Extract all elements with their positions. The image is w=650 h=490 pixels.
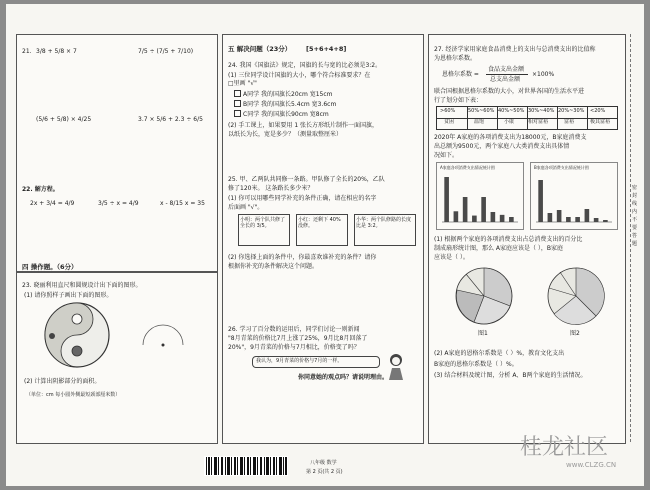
pie-chart-2: [546, 266, 606, 326]
chart-b-title: B家庭各项消费支出情况统计图: [534, 165, 589, 170]
footer-page: 第 2 页(共 2 页): [306, 469, 343, 475]
table-range-6: <20%: [590, 108, 606, 114]
condition-xiaohong: 小红：还剩下 40%没修。: [298, 217, 341, 229]
q23-text: 23. 晓丽利用直尺和圆规设计出下面的图形。: [22, 282, 142, 289]
circle-figure: [42, 300, 112, 370]
table-range-5: 20%~30%: [558, 108, 585, 114]
formula-tail: ×100%: [532, 71, 555, 78]
formula-denominator: 总支出金额: [490, 76, 521, 83]
checkbox-a[interactable]: [234, 90, 241, 97]
section-4-title: 四 操作题。（6分）: [22, 263, 78, 271]
section-5-points: [5+6+4+8]: [306, 45, 347, 53]
q24-option-a-label: A同学 我的国旗长20cm 宽15cm: [243, 91, 333, 98]
q27-text-g: 况如下。: [434, 152, 459, 159]
q24-part-2b: 以纸长为长，宽是多少？（测量取整厘米）: [228, 131, 343, 138]
q27-text-c: 联合国根据恩格尔系数的大小，对世界各国的生活水平进: [434, 88, 585, 95]
section-5-title: 五 解决问题（23分）: [228, 45, 292, 53]
seal-line: [630, 34, 631, 442]
watermark-url: www.CLZG.CN: [566, 461, 617, 469]
formula-bar: [486, 74, 528, 75]
pie-2-label: 图2: [570, 330, 580, 337]
q27-part-2: (2) A家庭的恩格尔系数是（ ）%，教育文化支出: [434, 350, 565, 357]
arc-sketch: [138, 310, 188, 350]
formula-lhs: 恩格尔系数 =: [442, 71, 479, 78]
q27-text-f: 出总额为9500元，两个家庭八大类消费支出具体情: [434, 143, 570, 150]
table-range-4: 30%~40%: [528, 108, 555, 114]
chart-a-bar-7: [500, 215, 505, 222]
chart-b-bar-1: [538, 180, 543, 222]
table-level-2: 温饱: [474, 119, 485, 125]
q21-expr-3: (5/6 + 5/8) × 4/25: [36, 116, 92, 123]
chart-a-bar-1: [444, 177, 449, 222]
q24-text: 24. 我国《国旗法》规定，国旗的长与宽的比必须是3:2。: [228, 62, 382, 69]
q21-expr-2: 7/5 ÷ (7/5 + 7/10): [138, 48, 194, 55]
table-level-5: 富裕: [564, 119, 575, 125]
q27-part-1: (1) 根据两个家庭的各项消费支出占总消费支出的百分比: [434, 236, 583, 243]
q26-prompt: 你同意她的观点吗？请说明理由。: [298, 374, 389, 381]
q24-option-b-label: B同学 我的国旗长5.4cm 宽3.6cm: [243, 101, 337, 108]
condition-xiaoming: 小明：两个队共修了全长的 3/5。: [240, 217, 286, 229]
q27-part-3: (3) 结合材料及统计图，分析 A、B两个家庭的生活情况。: [434, 372, 587, 379]
speech-bubble-text: 我认为，9月青菜的价格与7月的一样。: [256, 358, 343, 364]
q23-part-1: (1) 请你照样子画出下面的图形。: [24, 292, 113, 299]
pie-chart-1: [454, 266, 514, 326]
q27-part-2b: B家庭的恩格尔系数是（ ）%。: [434, 361, 518, 368]
q24-part-1b: □里画 "√": [228, 80, 257, 87]
q27-text-d: 行了划分如下表：: [434, 97, 483, 104]
q22-eq-1: 2x + 3/4 = 4/9: [30, 200, 75, 207]
table-level-3: 小康: [504, 119, 515, 125]
q27-text-b: 为恩格尔系数。: [434, 55, 477, 62]
q25-text: 25. 甲、乙两队共同修一条路。甲队修了全长的20%，乙队: [228, 176, 385, 183]
q27-text-e: 2020年 A家庭的各项消费支出为18000元，B家庭消费支: [434, 134, 587, 141]
barcode: [204, 456, 288, 476]
table-level-6: 极其富裕: [590, 119, 611, 125]
seal-line-text: 密 封 线 内 不 要 答 题: [632, 185, 638, 247]
q24-option-b[interactable]: [234, 100, 336, 108]
chart-a-title: A家庭各项消费支出情况统计图: [440, 165, 495, 170]
q22-title: 22. 解方程。: [22, 186, 59, 193]
pie-1-label: 图1: [478, 330, 488, 337]
chart-b-bar-6: [585, 209, 590, 222]
q21-number: 21.: [22, 48, 32, 55]
q26-text-c: 20%"，9月青菜的价格与7月相比，价格变了吗？: [228, 344, 360, 351]
q24-option-c[interactable]: [234, 110, 329, 118]
q25-part-2: (2) 你选择上面的条件中，你最喜欢谁补充的条件？请你: [228, 254, 377, 261]
q24-option-c-label: C同学 我的国旗长90cm 宽8cm: [243, 111, 329, 118]
chart-b-bar-7: [594, 218, 599, 222]
q24-option-a[interactable]: [234, 90, 332, 98]
chart-a-bar-5: [481, 197, 486, 222]
q27-text: 27. 经济学家用家庭食品消费上的支出与总消费支出的比值称: [434, 46, 596, 53]
chart-b-bar-2: [548, 213, 553, 222]
q25-part-1: (1) 你可以用哪些同学补充的条件正确，请在相应的名字: [228, 195, 377, 202]
q27-part-1c: 应该是（ ）。: [434, 254, 469, 261]
exam-page: [6, 4, 644, 486]
chart-b-bar-3: [557, 210, 562, 222]
chart-b-bar-8: [603, 220, 608, 222]
q27-part-1b: 制成扇形统计图，那么 A家庭应该是（ ），B家庭: [434, 245, 564, 252]
q25-part-1b: 后面画 "√"。: [228, 204, 264, 211]
chart-a-bar-3: [463, 197, 468, 222]
chart-a-bar-8: [509, 217, 514, 222]
q25-text-b: 修了120米。 这条路长多少米？: [228, 185, 314, 192]
table-range-3: 40%~50%: [498, 108, 525, 114]
chart-a-bar-2: [454, 211, 459, 222]
table-range-2: 50%~60%: [468, 108, 495, 114]
footer-subject: 八年级 数学: [310, 460, 337, 466]
table-level-4: 相对富裕: [528, 119, 549, 125]
q26-text: 26. 学习了百分数的运用后，同学们讨论一则新闻: [228, 326, 360, 333]
formula-numerator: 食品支出金额: [488, 66, 525, 73]
condition-xiaohua: 小华：两个队修路的长度比是 3:2。: [356, 217, 412, 229]
q22-eq-3: x - 8/15 x = 35: [160, 200, 205, 207]
q26-text-b: "8月青菜的价格比7月上涨了25%，9月比8月回落了: [228, 335, 368, 342]
q21-expr-1: 3/8 + 5/8 × 7: [36, 48, 77, 55]
q22-eq-2: 3/5 ÷ x = 4/9: [98, 200, 139, 207]
column-1: [16, 34, 218, 272]
chart-a-svg: [438, 170, 520, 226]
chart-b-bar-4: [566, 217, 571, 222]
q24-part-1: (1) 三位同学设计国旗的大小，哪个符合标准要求？在: [228, 72, 371, 79]
q25-part-2b: 根据你补充的条件解决这个问题。: [228, 263, 319, 270]
chart-a-bar-6: [491, 212, 496, 222]
q23-part-2: (2) 计算出阴影部分的面积。: [24, 378, 101, 385]
q24-part-2: (2) 手工课上，如果要用 1 张长方形纸片制作一面国旗，: [228, 122, 379, 129]
chart-b-bar-5: [575, 217, 580, 222]
chart-b-svg: [532, 170, 614, 226]
checkbox-b[interactable]: [234, 100, 241, 107]
table-range-1: >60%: [440, 108, 456, 114]
q23-note: （单位：cm 每小圆外侧最短颈部厘米数）: [26, 392, 121, 398]
q21-expr-4: 3.7 × 5/6 + 2.3 ÷ 6/5: [138, 116, 203, 123]
watermark-cn: 桂龙社区: [520, 435, 609, 460]
checkbox-c[interactable]: [234, 110, 241, 117]
chart-a-bar-4: [472, 216, 477, 222]
table-level-1: 贫困: [444, 119, 455, 125]
